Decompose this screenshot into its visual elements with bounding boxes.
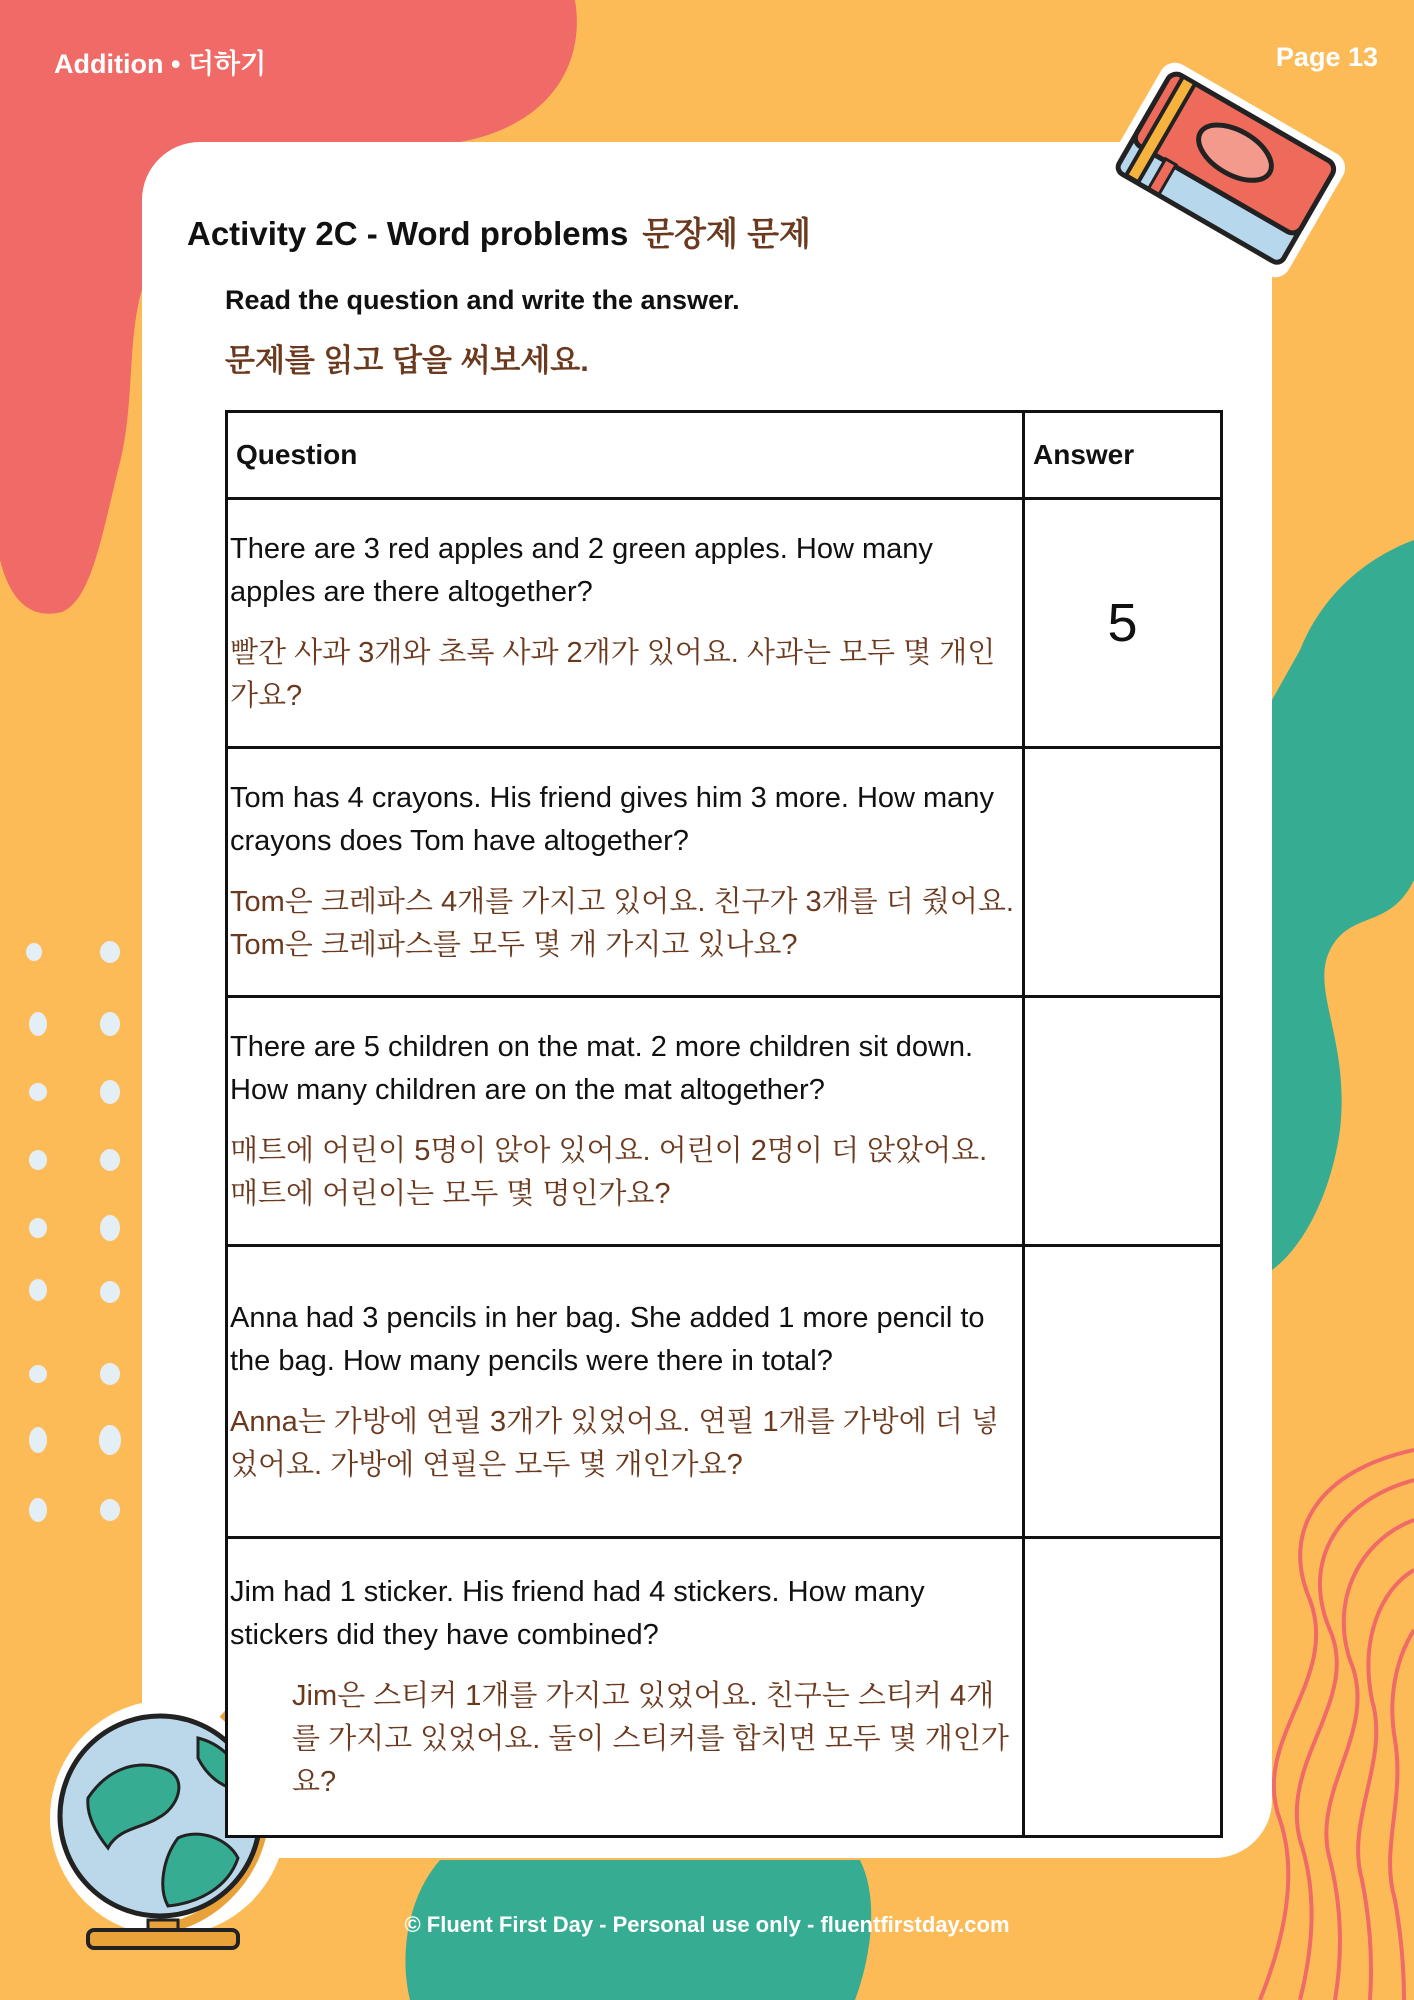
- answer-cell[interactable]: [1024, 748, 1222, 997]
- table-row: [227, 1246, 1222, 1538]
- activity-title-ko: 문장제 문제: [642, 215, 811, 252]
- question-ko: 빨간 사과 3개와 초록 사과 2개가 있어요. 사과는 모두 몇 개인가요?: [230, 637, 996, 712]
- question-en: There are 5 children on the mat. 2 more children sit down. How many children are on the mat altogether?: [230, 1031, 974, 1106]
- question-ko: 매트에 어린이 5명이 앉아 있어요. 어린이 2명이 더 앉았어요. 매트에 어린이는 모두 몇 명인가요?: [230, 1135, 988, 1210]
- question-cell: [227, 1538, 1024, 1837]
- table-row: [227, 748, 1222, 997]
- page-number: Page 13: [1275, 42, 1378, 72]
- question-ko: Anna는 가방에 연필 3개가 있었어요. 연필 1개를 가방에 더 넣었어요. 가방에 연필은 모두 몇 개인가요?: [230, 1405, 999, 1481]
- question-en: There are 3 red apples and 2 green apples. How many apples are there altogether?: [230, 533, 933, 608]
- question-ko: Tom은 크레파스 4개를 가지고 있어요. 친구가 3개를 더 줬어요. Tom은 크레파스를 모두 몇 개 가지고 있나요?: [230, 886, 1014, 961]
- answer-cell[interactable]: [1024, 1246, 1222, 1538]
- question-ko: Jim은 스티커 1개를 가지고 있었어요. 친구는 스티커 4개를 가지고 있었어요. 둘이 스티커를 합치면 모두 몇 개인가요?: [292, 1679, 1009, 1798]
- activity-title-en: Activity 2C - Word problems: [187, 215, 629, 252]
- table-row: [227, 499, 1222, 748]
- answer-cell[interactable]: 5: [1024, 499, 1222, 748]
- question-cell: [227, 748, 1024, 997]
- book-icon: [1090, 55, 1360, 285]
- question-header: Question: [227, 412, 1024, 499]
- word-problem-table: [225, 410, 1223, 1838]
- activity-title: [187, 208, 811, 255]
- table-row: [227, 997, 1222, 1246]
- instruction-en: Read the question and write the answer.: [225, 285, 740, 315]
- question-en: Tom has 4 crayons. His friend gives him 3 more. How many crayons does Tom have altogether?: [230, 782, 994, 857]
- answer-cell[interactable]: [1024, 1538, 1222, 1837]
- question-cell: [227, 499, 1024, 748]
- section-label: Addition • 더하기: [54, 49, 267, 79]
- answer-header: Answer: [1024, 412, 1222, 499]
- table-header-row: [227, 412, 1222, 499]
- answer-cell[interactable]: [1024, 997, 1222, 1246]
- instruction-ko: 문제를 읽고 답을 써보세요.: [225, 343, 589, 378]
- white-dots: [26, 941, 121, 1522]
- question-en: Anna had 3 pencils in her bag. She added 1 more pencil to the bag. How many pencils were there in total?: [230, 1301, 985, 1377]
- copyright-footer: © Fluent First Day - Personal use only - fluentfirstday.com: [404, 1912, 1010, 1937]
- table-row: [227, 1538, 1222, 1837]
- teal-blob-right: [1272, 540, 1414, 1270]
- question-en: Jim had 1 sticker. His friend had 4 stickers. How many stickers did they have combined?: [230, 1575, 925, 1651]
- question-cell: [227, 997, 1024, 1246]
- question-cell: [227, 1246, 1024, 1538]
